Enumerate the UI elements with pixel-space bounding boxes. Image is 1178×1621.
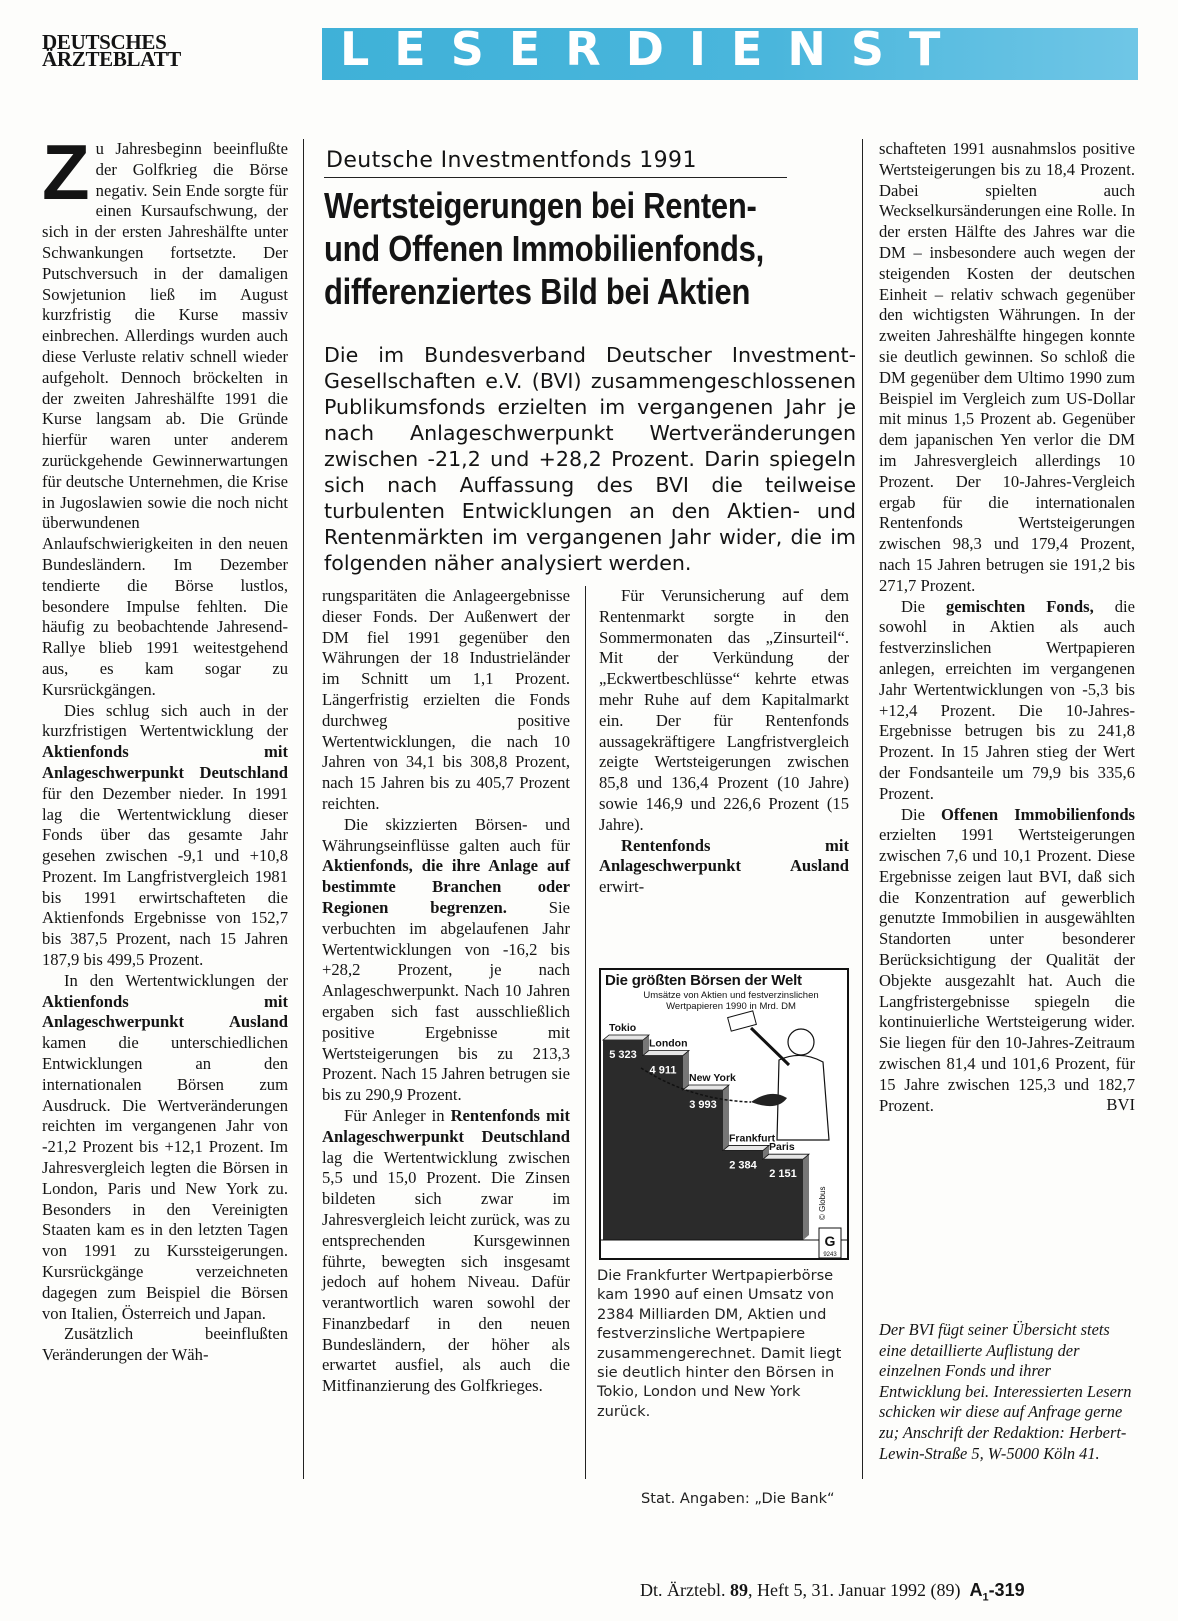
chart-category-label: Frankfurt — [729, 1132, 776, 1145]
stock-exchange-chart — [599, 968, 849, 1260]
chart-bar-top — [643, 1050, 689, 1055]
chart-source-mark: © Globus — [818, 1186, 827, 1220]
emphasis-text: Rentenfonds mit Anlageschwerpunkt Ausland — [599, 835, 849, 876]
paragraph-text: Die skizzierten Börsen- und Währungseinflüsse galten auch für — [322, 814, 570, 855]
paragraph — [42, 701, 288, 971]
issue-info: , Heft 5, 31. Januar 1992 (89) — [747, 1580, 961, 1600]
paragraph-text: Dies schlug sich auch in der kurzfristigen Wertentwicklung der — [42, 700, 288, 741]
masthead-line-1: DEUTSCHES — [42, 30, 167, 54]
chart-bar — [683, 1090, 723, 1240]
column-rule — [585, 586, 586, 1479]
emphasis-text: gemischten Fonds, — [945, 596, 1094, 616]
chart-value-label: 2 151 — [769, 1168, 797, 1181]
column-2 — [322, 586, 570, 1397]
paragraph-text: die sowohl in Aktien als auch festverzinslichen Wertpapieren anlegen, erreichten im vergangenen Jahr Wertentwicklungen von -5,3 bis +12,4 Prozent. Die 10-Jahres-Ergebnisse betrugen bis zu 241,8 Prozent. In 15 Jahren stieg der Wert der Fondsanteile um 79,9 bis 335,6 Prozent. — [879, 596, 1136, 803]
paragraph-text: Sie verbuchten im abgelaufenen Jahr Wertentwicklungen von -16,2 bis +28,2 Prozent, je nach Anlageschwerpunkt. Nach 10 Jahren ergaben sich fast ausschließlich positive Ergebnisse mit Wertsteigerungen bis zu 213,3 Prozent. Nach 15 Jahren betrugen sie bis zu 290,9 Prozent. — [322, 897, 571, 1105]
page-sub: 1 — [982, 1591, 989, 1604]
paragraph: Für Verunsicherung auf dem Rentenmarkt sorgte in den Sommermonaten das „Zinsurteil“. Mit der Verkündung der „Eckwertbeschlüsse“ kehrte etwas mehr Ruhe auf dem Kapitalmarkt ein. Der für Rentenfonds aussagekräftigere Langfristvergleich zeigte Wertsteigerungen zwischen 85,8 und 136,4 Prozent (10 Jahre) sowie 146,9 und 226,6 Prozent (15 Jahre). — [599, 586, 849, 834]
emphasis-text: Aktienfonds mit Anlageschwerpunkt Ausland — [42, 991, 288, 1032]
paragraph-text: kamen die unterschiedlichen Entwicklungen an den internationalen Börsen zum Ausdruck. Die Wertveränderungen reichten im vergangenen Jahr von -21,2 Prozent bis +12,1 Prozent. Im Jahresvergleich legten die Börsen in London, Paris und New York zu. Besonders in den Vereinigten Staaten kam es in den letzten Tagen von 1991 zu Kurssteigerungen. Kursrückgänge verzeichneten dagegen zum Beispiel die Börsen von Italien, Österreich und Japan. — [42, 1033, 288, 1323]
figure-arm-icon — [751, 1028, 789, 1065]
column-4 — [879, 139, 1135, 1116]
chart-source: Stat. Angaben: „Die Bank“ — [641, 1490, 835, 1507]
paragraph-text: erwirt- — [599, 877, 645, 897]
chart-bar-side — [803, 1154, 809, 1240]
chart-category-label: Tokio — [609, 1022, 637, 1034]
chart-category-label: London — [649, 1037, 688, 1050]
page-number — [969, 1580, 1025, 1604]
paragraph — [879, 597, 1135, 805]
paragraph — [42, 128, 288, 701]
paragraph — [322, 1106, 570, 1397]
chart-bar-top — [723, 1145, 769, 1150]
paragraph: Zusätzlich beeinflußten Veränderungen der Wäh- — [42, 1324, 288, 1365]
paragraph-text: erzielten 1991 Wertsteigerungen zwischen 7,6 und 10,1 Prozent. Diese Ergebnisse zeigen laut BVI, daß sich die Konzentration auf gewerblich genutzte Immobilien in ausgewählten Standorten unter besonderer Berücksichtigung der Qualität der Objekte ausgezahlt hat. Auch die Langfristergebnisse spiegeln die kontinuierliche Wertsteigerung wider. Sie liegen für den 10-Jahres-Zeitraum zwischen 81,4 und 101,6 Prozent, für 15 Jahre zwischen 125,3 und 182,7 Prozent. — [879, 825, 1135, 1115]
emphasis-text: Offenen Immobilienfonds — [941, 804, 1135, 824]
chart-title: Die größten Börsen der Welt — [605, 972, 802, 989]
paragraph: rungsparitäten die Anlageergebnisse dieser Fonds. Der Außenwert der DM fiel 1991 gegenüber den Währungen der 18 Industrieländer im Schnitt um 1,1 Prozent. Längerfristig erzielten die Fonds durchweg positive Wertentwicklungen, die nach 10 Jahren von 34,1 bis 308,8 Prozent, nach 15 Jahren bis zu 405,7 Prozent reichten. — [322, 586, 570, 813]
signature: BVI — [1106, 1095, 1135, 1115]
chart-bar-top — [763, 1154, 809, 1159]
chart-id-mark: 9243 — [823, 1252, 837, 1258]
chart-bar — [643, 1055, 683, 1240]
paragraph-text: lag die Wertentwicklung zwischen 5,5 und 15,0 Prozent. Die Zinsen bildeten sich zwar im Jahresvergleich leicht zurück, was zu entsprechenden Kursgewinnen führte, bewegten sich insgesamt jedoch auf hohem Niveau. Dafür verantwortlich waren sowohl der Finanzbedarf in den neuen Bundesländern, der höher als erwartet ausfiel, als auch die Mitfinanzierung des Golfkrieges. — [322, 1147, 570, 1396]
column-rule — [862, 139, 863, 1479]
article-headline: Wertsteigerungen bei Renten- und Offenen Immobilienfonds, differenziertes Bild bei Aktien — [324, 185, 764, 312]
chart-value-label: 2 384 — [729, 1159, 757, 1172]
article-lead: Die im Bundesverband Deutscher Investment-Gesellschaften e.V. (BVI) zusammengeschlossenen Publikumsfonds erzielten im vergangenen Jahr je nach Anlageschwerpunkt Wertveränderungen zwischen -21,2 und +28,2 Prozent. Darin spiegeln sich nach Auffassung des BVI die teilweise turbulenten Entwicklungen an den Aktien- und Rentenmärkten im vergangenen Jahr wider, die im folgenden näher analysiert werden. — [324, 343, 856, 575]
chart-bar — [603, 1040, 643, 1240]
chart-category-label: Paris — [769, 1141, 795, 1154]
column-3 — [599, 586, 849, 898]
chart-logo-letter: G — [824, 1233, 836, 1249]
paragraph — [879, 805, 1135, 1117]
drop-cap: Z — [42, 128, 90, 216]
paragraph-text: Die — [901, 804, 942, 824]
page-value: -319 — [988, 1580, 1025, 1600]
chart-value-label: 3 993 — [689, 1098, 717, 1111]
emphasis-text: Aktienfonds, die ihre Anlage auf bestimmte Branchen oder Regionen begrenzen. — [322, 856, 570, 917]
paragraph-text: u Jahresbeginn beeinflußte der Golfkrieg die Börse negativ. Sein Ende sorgte für einen Kursaufschwung, der sich in der ersten Jahreshälfte unter Schwankungen fortsetzte. Der Putschversuch in der damaligen Sowjetunion ließ im August kurzfristig die Kurse massiv einbrechen. Allerdings wurden auch diese Verluste relativ schnell wieder aufgeholt. Dennoch bröckelten in der zweiten Jahreshälfte 1991 die Kurse langsam ab. Die Gründe hierfür waren unter anderem zurückgehende Gewinnerwartungen für deutsche Unternehmen, die Krise in Jugoslawien sowie die noch nicht überwundenen Anlaufschwierigkeiten in den neuen Bundesländern. Im Dezember tendierte die Börse lustlos, besondere Impulse fehlten. Die häufig zu beobachtende Jahresend-Rallye blieb 1991 weitestgehend aus, es kam sogar zu Kursrückgängen. — [42, 139, 288, 699]
page-footer — [640, 1580, 1025, 1604]
page-prefix: A — [969, 1580, 983, 1600]
section-banner — [322, 28, 1138, 80]
article-kicker: Deutsche Investmentfonds 1991 — [326, 148, 697, 173]
chart-value-label: 5 323 — [609, 1049, 637, 1061]
chart-subtitle: Umsätze von Aktien und festverzinslichen Wertpapieren 1990 in Mrd. DM — [643, 990, 819, 1012]
paragraph: schafteten 1991 ausnahmslos positive Wertsteigerungen bis zu 18,4 Prozent. Dabei spielten auch Weckselkursänderungen eine Rolle. In der ersten Hälfte des Jahres war die DM – insbesondere auch wegen der steigenden Kosten der deutschen Einheit – relativ schwach gegenüber den wichtigsten Währungen. In der zweiten Jahreshälfte hingegen konnte sie deutlich gewinnen. So schloß die DM gegenüber dem Ultimo 1990 zum Beispiel im Vergleich zum US-Dollar mit minus 1,5 Prozent ab. Gegenüber dem japanischen Yen verlor die DM im Jahresvergleich allerdings 10 Prozent. Der 10-Jahres-Vergleich ergab für die internationalen Rentenfonds Wertsteigerungen zwischen 98,3 und 179,4 Prozent, nach 15 Jahren betrugen sie 191,2 bis 271,7 Prozent. — [879, 139, 1135, 595]
paragraph-text: In den Wertentwicklungen der — [64, 970, 288, 990]
chart-canvas — [601, 970, 849, 1260]
paragraph — [599, 836, 849, 898]
paragraph — [322, 815, 570, 1106]
column-rule — [303, 139, 304, 1479]
chart-category-label: New York — [689, 1071, 736, 1084]
paragraph-text: Die — [901, 596, 946, 616]
paragraph-text: Für Anleger in — [344, 1105, 451, 1125]
masthead — [42, 30, 181, 71]
volume-number: 89 — [729, 1580, 748, 1600]
chart-value-label: 4 911 — [649, 1064, 677, 1077]
chart-caption: Die Frankfurter Wertpapierbörse kam 1990 auf einen Umsatz von 2384 Milliarden DM, Aktien und festverzinsliche Wertpapiere zusammengerechnet. Damit liegt sie deutlich hinter den Börsen in Tokio, London und New York zurück. — [597, 1267, 842, 1420]
masthead-line-2: ÄRZTEBLATT — [42, 47, 181, 71]
section-banner-text: LESERDIENST — [340, 28, 966, 76]
chart-bar-top — [603, 1035, 649, 1040]
kicker-rule — [324, 177, 787, 178]
paragraph-text: für den Dezember nieder. In 1991 lag die Wertentwicklung dieser Fonds über das gesamte Jahr gesehen zwischen -9,1 und +10,8 Prozent. Im Langfristvergleich 1981 bis 1991 erwirtschafteten die Aktienfonds Ergebnisse von 152,7 bis 387,5 Prozent, nach 15 Jahren 187,9 bis 499,5 Prozent. — [42, 783, 288, 970]
journal-name: Dt. Ärztebl. — [640, 1580, 726, 1600]
paragraph — [42, 971, 288, 1325]
figure-head-icon — [788, 1029, 814, 1055]
column-1 — [42, 128, 288, 1366]
chart-bar-top — [683, 1085, 729, 1090]
editorial-note: Der BVI fügt seiner Übersicht stets eine detaillierte Auflistung der einzelnen Fonds und ihrer Entwicklung bei. Interessierten Lesern schicken wir diese auf Anfrage gerne zu; Anschrift der Redaktion: Herbert-Lewin-Straße 5, W-5000 Köln 41. — [879, 1320, 1132, 1463]
emphasis-text: Aktienfonds mit Anlageschwerpunkt Deutschland — [42, 742, 288, 782]
emphasis-text: Rentenfonds mit Anlageschwerpunkt Deutschland — [322, 1105, 570, 1146]
